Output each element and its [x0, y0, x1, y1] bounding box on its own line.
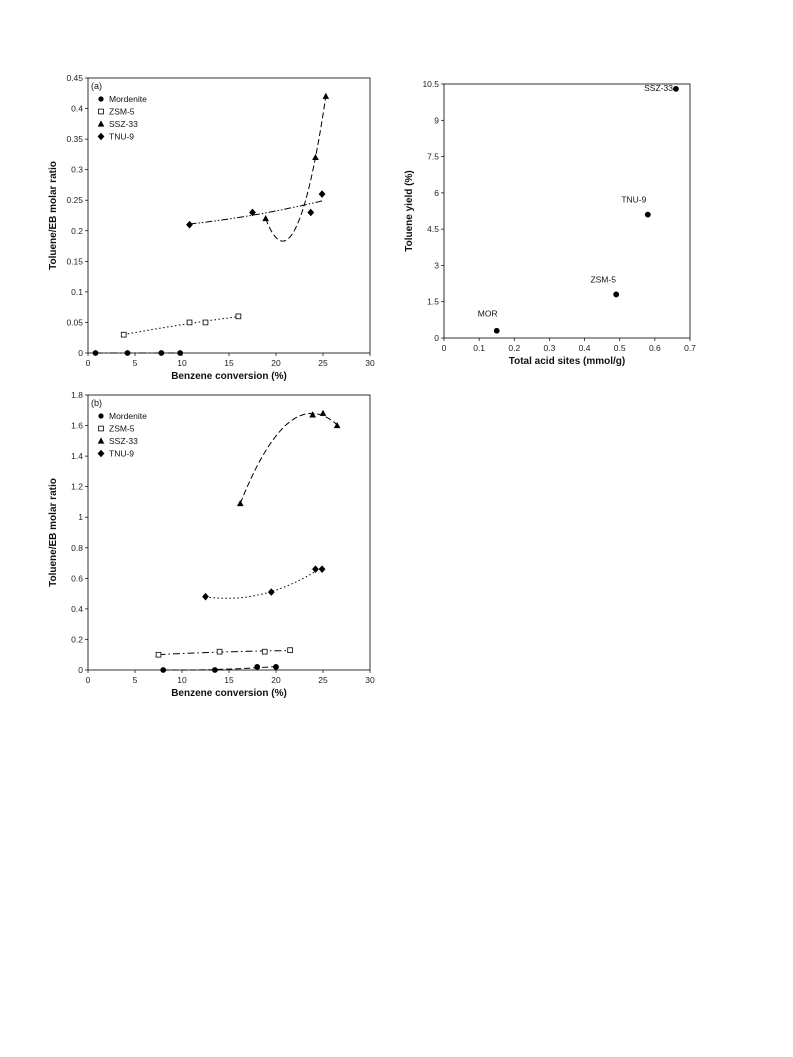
- x-tick-label: 25: [318, 358, 328, 368]
- point-label: ZSM-5: [590, 274, 616, 285]
- data-point: [237, 500, 244, 506]
- x-tick-label: 5: [132, 358, 138, 368]
- data-point: [160, 667, 166, 673]
- x-tick-label: 25: [318, 675, 328, 685]
- x-tick-label: 0.7: [684, 343, 696, 353]
- data-point: [187, 320, 192, 325]
- legend-label: ZSM-5: [109, 106, 135, 117]
- legend-label: Mordenite: [109, 94, 147, 104]
- y-tick-label: 0.15: [66, 256, 83, 267]
- data-point: [217, 649, 222, 654]
- y-tick-label: 1.2: [71, 481, 83, 492]
- y-tick-label: 1.6: [71, 420, 83, 431]
- y-tick-label: 0.45: [66, 73, 83, 83]
- legend-label: Mordenite: [109, 411, 147, 421]
- legend-label: ZSM-5: [109, 423, 135, 434]
- data-point: [673, 86, 679, 92]
- y-tick-label: 1: [78, 512, 83, 523]
- data-point: [177, 350, 183, 356]
- y-tick-label: 0.4: [71, 603, 83, 614]
- data-point: [236, 314, 241, 319]
- y-tick-label: 1.8: [71, 390, 83, 400]
- y-tick-label: 9: [434, 115, 439, 126]
- data-point: [254, 664, 260, 670]
- y-tick-label: 0.2: [71, 225, 83, 236]
- legend-marker: [98, 437, 105, 443]
- x-tick-label: 15: [224, 675, 234, 685]
- y-tick-label: 1.5: [427, 296, 439, 307]
- legend-marker: [98, 120, 105, 126]
- y-tick-label: 0: [434, 333, 439, 343]
- data-point: [288, 648, 293, 653]
- y-tick-label: 0.35: [66, 134, 83, 145]
- x-tick-label: 5: [132, 675, 138, 685]
- data-point: [125, 350, 131, 356]
- data-point: [186, 221, 193, 229]
- x-tick-label: 0: [85, 675, 91, 685]
- trend-line: [240, 413, 337, 503]
- legend-marker: [98, 96, 103, 101]
- x-tick-label: 0: [441, 343, 447, 353]
- y-tick-label: 3: [434, 260, 439, 271]
- data-point: [312, 154, 319, 160]
- data-point: [319, 565, 326, 573]
- y-tick-label: 10.5: [422, 79, 439, 89]
- y-tick-label: 0.05: [66, 317, 83, 328]
- trend-line: [266, 96, 326, 241]
- legend-label: TNU-9: [109, 448, 135, 459]
- y-tick-label: 0.2: [71, 634, 83, 645]
- legend-marker: [99, 109, 104, 114]
- legend-marker: [98, 450, 105, 458]
- data-point: [307, 209, 314, 217]
- data-point: [202, 593, 209, 601]
- plot-frame-1: [444, 84, 690, 338]
- legend-label: SSZ-33: [109, 436, 138, 446]
- x-axis-label: Total acid sites (mmol/g): [508, 356, 626, 367]
- y-tick-label: 7.5: [427, 151, 439, 162]
- x-tick-label: 0.4: [578, 343, 591, 353]
- data-point: [309, 411, 316, 417]
- x-axis-label: Benzene conversion (%): [171, 688, 287, 699]
- legend-label: TNU-9: [109, 131, 135, 142]
- x-axis-label: Benzene conversion (%): [171, 371, 287, 382]
- x-tick-label: 15: [224, 358, 234, 368]
- data-point: [613, 292, 619, 298]
- y-tick-label: 0: [78, 348, 83, 358]
- point-label: SSZ-33: [644, 82, 673, 93]
- data-point: [212, 667, 218, 673]
- x-tick-label: 30: [365, 675, 375, 685]
- y-tick-label: 6: [434, 187, 439, 198]
- data-point: [645, 212, 651, 218]
- data-point: [319, 190, 326, 198]
- trend-line: [124, 317, 239, 335]
- point-label: TNU-9: [621, 194, 647, 205]
- x-tick-label: 20: [271, 358, 281, 368]
- x-tick-label: 0.2: [508, 343, 521, 353]
- x-tick-label: 30: [365, 358, 375, 368]
- x-tick-label: 0.1: [473, 343, 486, 353]
- data-point: [494, 328, 500, 334]
- y-axis-label: Toluene/EB molar ratio: [48, 478, 59, 587]
- point-label: MOR: [477, 308, 498, 319]
- legend-marker: [98, 413, 103, 418]
- x-tick-label: 20: [271, 675, 281, 685]
- legend-marker: [98, 133, 105, 141]
- y-tick-label: 0.4: [71, 103, 83, 114]
- x-tick-label: 0.5: [613, 343, 626, 353]
- data-point: [320, 410, 327, 416]
- data-point: [268, 588, 275, 596]
- data-point: [262, 215, 269, 221]
- legend-label: SSZ-33: [109, 119, 138, 129]
- y-tick-label: 0.25: [66, 195, 83, 206]
- data-point: [156, 652, 161, 657]
- data-point: [273, 664, 279, 670]
- panel-label: (b): [91, 398, 102, 408]
- data-point: [262, 649, 267, 654]
- y-axis-label: Toluene/EB molar ratio: [48, 161, 59, 270]
- x-tick-label: 10: [177, 675, 187, 685]
- y-tick-label: 1.4: [71, 451, 83, 462]
- y-tick-label: 0.8: [71, 542, 83, 553]
- panel-label: (a): [91, 81, 102, 91]
- trend-line: [206, 567, 323, 598]
- trend-line: [159, 651, 291, 655]
- data-point: [323, 93, 330, 99]
- data-point: [121, 332, 126, 337]
- y-tick-label: 0: [78, 665, 83, 675]
- y-axis-label: Toluene yield (%): [404, 170, 415, 252]
- y-tick-label: 4.5: [427, 224, 439, 235]
- data-point: [203, 320, 208, 325]
- y-tick-label: 0.6: [71, 573, 83, 584]
- data-point: [158, 350, 164, 356]
- y-tick-label: 0.1: [71, 286, 83, 297]
- x-tick-label: 0.3: [543, 343, 556, 353]
- data-point: [312, 565, 319, 573]
- x-tick-label: 0: [85, 358, 91, 368]
- x-tick-label: 10: [177, 358, 187, 368]
- y-tick-label: 0.3: [71, 164, 83, 175]
- x-tick-label: 0.6: [648, 343, 661, 353]
- data-point: [93, 350, 99, 356]
- legend-marker: [99, 426, 104, 431]
